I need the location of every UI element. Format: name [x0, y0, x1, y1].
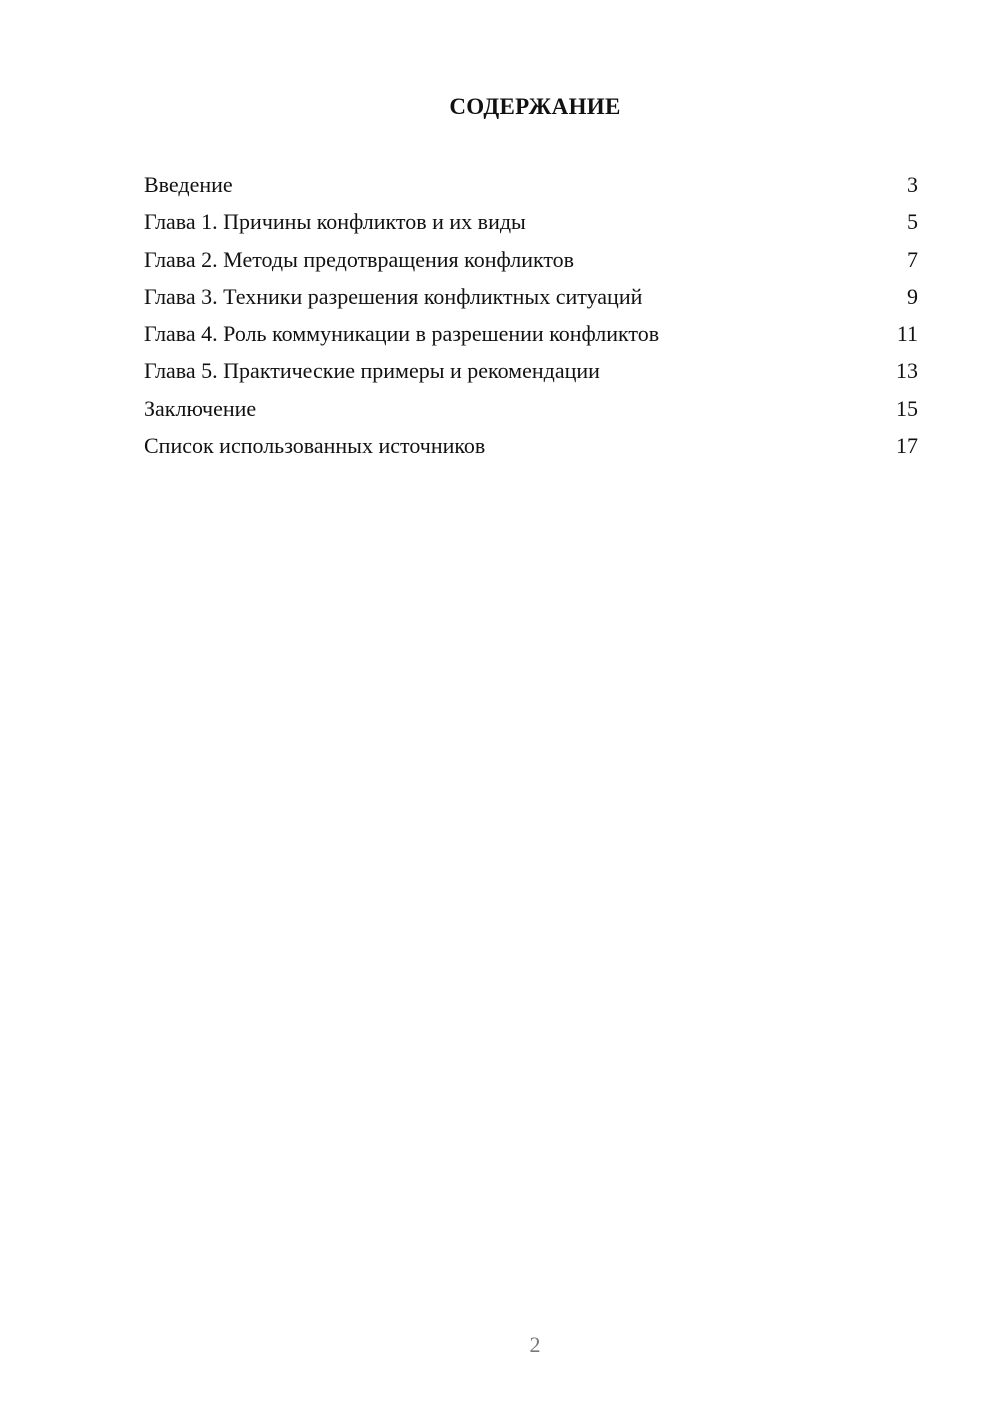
- toc-entry-chapter-3: [144, 278, 918, 315]
- toc-entry-label: Список использованных источников: [144, 433, 486, 459]
- toc-entry-chapter-4: [144, 315, 918, 352]
- toc-entry-chapter-1: [144, 203, 918, 240]
- toc-entry-page: 11: [896, 321, 918, 347]
- toc-entry-chapter-5: [144, 352, 918, 389]
- toc-entry-page: 13: [896, 358, 918, 384]
- toc-entry-page: 9: [907, 283, 918, 309]
- toc-title: СОДЕРЖАНИЕ: [449, 94, 621, 119]
- toc-entry-label: Глава 5. Практические примеры и рекомендации: [144, 358, 600, 384]
- page-number: 2: [529, 1332, 541, 1357]
- toc-entry-label: Глава 4. Роль коммуникации в разрешении конфликтов: [144, 321, 660, 347]
- toc-entry-label: Глава 1. Причины конфликтов и их виды: [144, 209, 526, 235]
- toc-entry-label: Введение: [144, 172, 233, 197]
- toc-entry-page: 5: [907, 209, 918, 235]
- toc-entry-page: 3: [907, 172, 918, 197]
- toc-entry-page: 15: [896, 395, 918, 421]
- toc-entry-references: [144, 427, 918, 464]
- toc-entry-page: 17: [896, 433, 918, 459]
- toc-entry-page: 7: [907, 246, 918, 272]
- table-of-contents: [144, 166, 918, 464]
- toc-entry-chapter-2: [144, 241, 918, 278]
- toc-entry-introduction: [144, 166, 918, 203]
- toc-entry-label: Глава 2. Методы предотвращения конфликтов: [144, 246, 575, 272]
- toc-entry-label: Глава 3. Техники разрешения конфликтных ситуаций: [144, 283, 643, 309]
- toc-entry-conclusion: [144, 390, 918, 427]
- toc-entry-label: Заключение: [144, 395, 257, 421]
